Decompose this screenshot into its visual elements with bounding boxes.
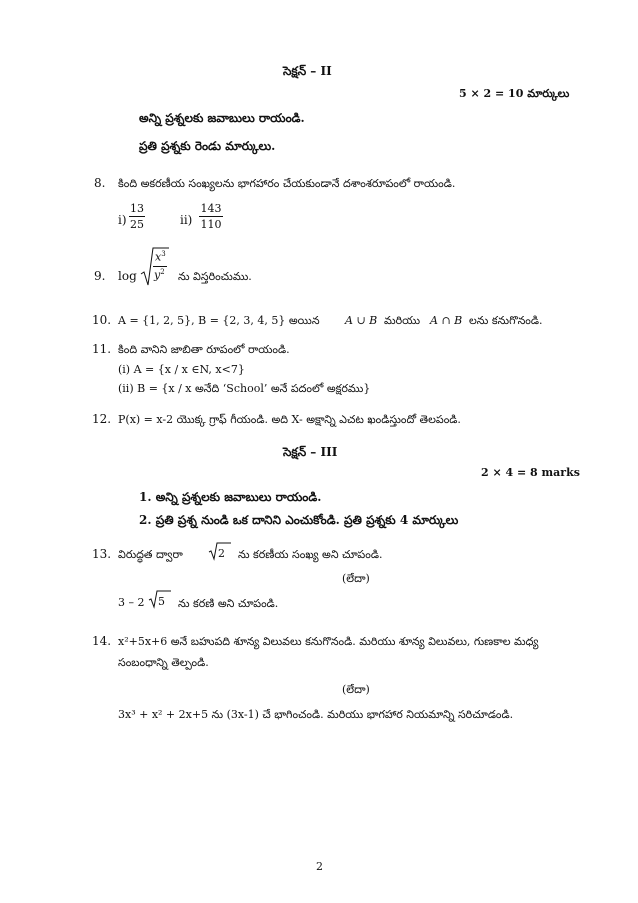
intersection-expression: A ∩ B [430, 314, 463, 327]
fraction-143-110 [199, 202, 223, 231]
exponent: 2 [160, 268, 165, 276]
exponent: 3 [161, 250, 166, 258]
question-9-numerator [155, 250, 166, 264]
question-14-line-1: x²+5x+6 అనే బహుపది శూన్య విలువలు కనుగొనండి. మరియు శూన్య విలువలు, గుణకాల మధ్య [118, 635, 539, 648]
question-8-i-label: i) [118, 213, 127, 227]
question-11-sub-2: (ii) B = {x / x అనేది ‘School’ అనే పదంలో అక్షరము} [118, 382, 371, 395]
question-10-sets: A = {1, 2, 5}, B = {2, 3, 4, 5} అయిన [118, 314, 320, 327]
question-9-number: 9. [94, 269, 106, 283]
question-9-log: log [118, 269, 137, 283]
question-13-number: 13. [92, 547, 112, 561]
question-8-text: కింది అకరణీయ సంఖ్యలను భాగహారం చేయకుండానే దశాంశరూపంలో రాయండి. [118, 177, 456, 190]
question-12-text: P(x) = x-2 యొక్క గ్రాఫ్ గీయండి. అది X- అక్షాన్ని ఎచట ఖండిస్తుందో తెలపండి. [118, 413, 461, 426]
question-11-text: కింది వానిని జాబితా రూపంలో రాయండి. [118, 343, 290, 356]
section-3-marks: 2 × 4 = 8 marks [481, 466, 580, 479]
or-separator: (లేదా) [342, 572, 370, 585]
fraction-numerator: 143 [200, 202, 222, 215]
fraction-numerator: 13 [130, 202, 144, 215]
section-3-title: సెక్షన్ – III [283, 445, 338, 459]
fraction-bar [153, 266, 167, 267]
question-9-text: ను విస్తరించుము. [178, 270, 252, 283]
section-3-instruction-2: 2. ప్రతి ప్రశ్న నుండి ఒక దానిని ఎంచుకోండి. ప్రతి ప్రశ్నకు 4 మార్కులు [139, 513, 459, 527]
question-12-number: 12. [92, 412, 112, 426]
question-14-alt: 3x³ + x² + 2x+5 ను (3x-1) చే భాగించండి. మరియు భాగహార నియమాన్ని సరిచూడండి. [118, 708, 514, 721]
question-13-alt-a: 3 – 2 [118, 596, 145, 609]
fraction-denominator: 110 [200, 218, 222, 231]
question-13-alt-b: ను కరణి అని చూపండి. [178, 597, 279, 610]
fraction-denominator: 25 [130, 218, 144, 231]
question-11-number: 11. [92, 342, 112, 356]
or-separator: (లేదా) [342, 683, 370, 696]
variable-x: x [155, 250, 162, 264]
question-10-and: మరియు [384, 314, 421, 327]
question-11-sub-1: (i) A = {x / x ∈N, x<7} [118, 363, 245, 376]
fraction-bar [129, 216, 145, 217]
fraction-13-25 [129, 202, 145, 231]
union-expression: A ∪ B [345, 314, 378, 327]
question-13-text-a: విరుద్ధత ద్వారా [118, 548, 183, 561]
variable-y: y [154, 268, 161, 282]
question-9-denominator [154, 268, 165, 282]
fraction-bar [199, 216, 223, 217]
radicand: 2 [218, 547, 225, 560]
question-13-text-b: ను కరణీయ సంఖ్య అని చూపండి. [238, 548, 383, 561]
question-14-line-2: సంబంధాన్ని తెల్పండి. [118, 656, 209, 669]
page-number: 2 [316, 860, 323, 873]
question-14-number: 14. [92, 634, 112, 648]
section-2-title: సెక్షన్ – II [283, 64, 332, 78]
question-10-number: 10. [92, 313, 112, 327]
question-10-end: లను కనుగొనండి. [469, 314, 543, 327]
section-2-instruction-2: ప్రతి ప్రశ్నకు రెండు మార్కులు. [139, 139, 276, 153]
question-8-ii-label: ii) [180, 213, 193, 227]
section-2-marks: 5 × 2 = 10 మార్కులు [459, 87, 570, 100]
section-2-instruction-1: అన్ని ప్రశ్నలకు జవాబులు రాయండి. [139, 111, 305, 125]
question-8-number: 8. [94, 176, 106, 190]
radicand: 5 [158, 595, 165, 608]
section-3-instruction-1: 1. అన్ని ప్రశ్నలకు జవాబులు రాయండి. [139, 490, 322, 504]
